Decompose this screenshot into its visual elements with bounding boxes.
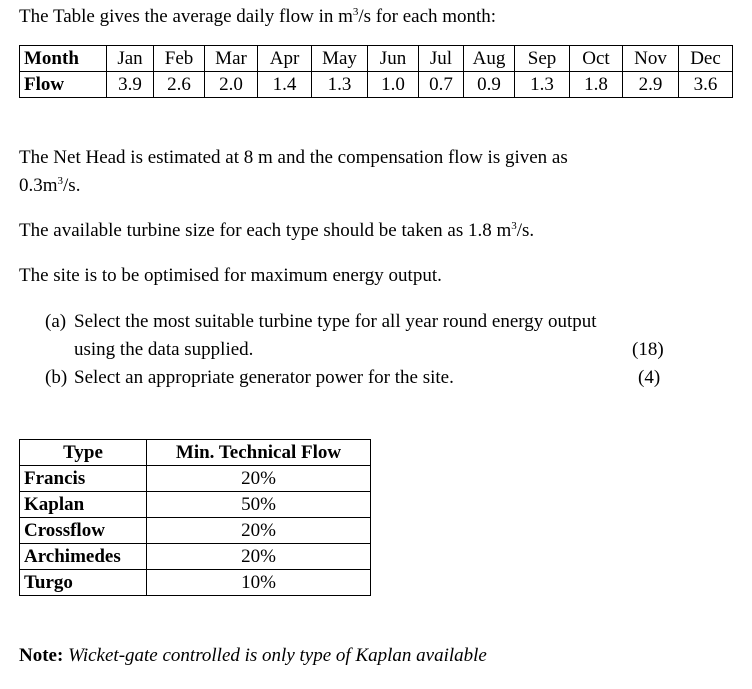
min-flow-header: Min. Technical Flow bbox=[147, 440, 371, 466]
month-cell: Mar bbox=[205, 46, 258, 72]
compensation-flow-text: $0.3m^3/s$. bbox=[19, 175, 81, 196]
flow-header: Flow bbox=[20, 72, 107, 98]
note-text: Wicket-gate controlled is only type of Kaplan available bbox=[68, 645, 487, 666]
question-a-label: (a) bbox=[45, 311, 67, 332]
net-head-text: The Net Head is estimated at 8 m and the compensation flow is given as bbox=[19, 147, 568, 168]
min-flow-cell: 20% bbox=[147, 518, 371, 544]
question-a-line2: using the data supplied. bbox=[74, 339, 254, 360]
type-cell: Francis bbox=[20, 466, 147, 492]
flow-cell: 1.4 bbox=[258, 72, 312, 98]
month-cell: Nov bbox=[623, 46, 679, 72]
flow-row bbox=[20, 72, 733, 98]
min-flow-cell: 10% bbox=[147, 570, 371, 596]
type-row bbox=[20, 466, 371, 492]
question-b-label: (b) bbox=[45, 367, 68, 388]
flow-cell: 1.8 bbox=[570, 72, 623, 98]
intro-text: The Table gives the average daily flow in $m^3/s$ for each month: bbox=[19, 6, 497, 27]
month-cell: Jul bbox=[419, 46, 464, 72]
flow-cell: 0.9 bbox=[464, 72, 515, 98]
question-b-marks: (4) bbox=[638, 367, 661, 388]
month-cell: Sep bbox=[515, 46, 570, 72]
type-cell: Crossflow bbox=[20, 518, 147, 544]
flow-cell: 2.0 bbox=[205, 72, 258, 98]
type-row bbox=[20, 570, 371, 596]
month-cell: Apr bbox=[258, 46, 312, 72]
note-label: Note: bbox=[19, 645, 64, 666]
type-header-row bbox=[20, 440, 371, 466]
type-header: Type bbox=[20, 440, 147, 466]
kaplan-note bbox=[19, 645, 487, 667]
month-cell: Oct bbox=[570, 46, 623, 72]
turbine-type-table bbox=[19, 439, 371, 596]
flow-cell: 1.3 bbox=[312, 72, 368, 98]
optimisation-text: The site is to be optimised for maximum energy output. bbox=[19, 265, 442, 286]
type-cell: Turgo bbox=[20, 570, 147, 596]
month-cell: Jun bbox=[368, 46, 419, 72]
question-b-line1: Select an appropriate generator power for the site. bbox=[74, 367, 454, 388]
type-row bbox=[20, 544, 371, 570]
min-flow-cell: 50% bbox=[147, 492, 371, 518]
month-cell: Dec bbox=[679, 46, 733, 72]
month-cell: Aug bbox=[464, 46, 515, 72]
month-row bbox=[20, 46, 733, 72]
question-a-line1: Select the most suitable turbine type for all year round energy output bbox=[74, 311, 597, 332]
monthly-flow-table bbox=[19, 45, 733, 98]
min-flow-cell: 20% bbox=[147, 466, 371, 492]
flow-cell: 3.9 bbox=[107, 72, 154, 98]
min-flow-cell: 20% bbox=[147, 544, 371, 570]
flow-cell: 3.6 bbox=[679, 72, 733, 98]
month-cell: Feb bbox=[154, 46, 205, 72]
flow-cell: 1.0 bbox=[368, 72, 419, 98]
type-cell: Archimedes bbox=[20, 544, 147, 570]
type-row bbox=[20, 518, 371, 544]
flow-cell: 1.3 bbox=[515, 72, 570, 98]
turbine-size-text: The available turbine size for each type should be taken as 1.8 $m^3/s$. bbox=[19, 220, 535, 241]
type-row bbox=[20, 492, 371, 518]
flow-cell: 2.9 bbox=[623, 72, 679, 98]
flow-cell: 2.6 bbox=[154, 72, 205, 98]
month-header: Month bbox=[20, 46, 107, 72]
question-a-marks: (18) bbox=[632, 339, 664, 360]
month-cell: Jan bbox=[107, 46, 154, 72]
month-cell: May bbox=[312, 46, 368, 72]
flow-cell: 0.7 bbox=[419, 72, 464, 98]
type-cell: Kaplan bbox=[20, 492, 147, 518]
